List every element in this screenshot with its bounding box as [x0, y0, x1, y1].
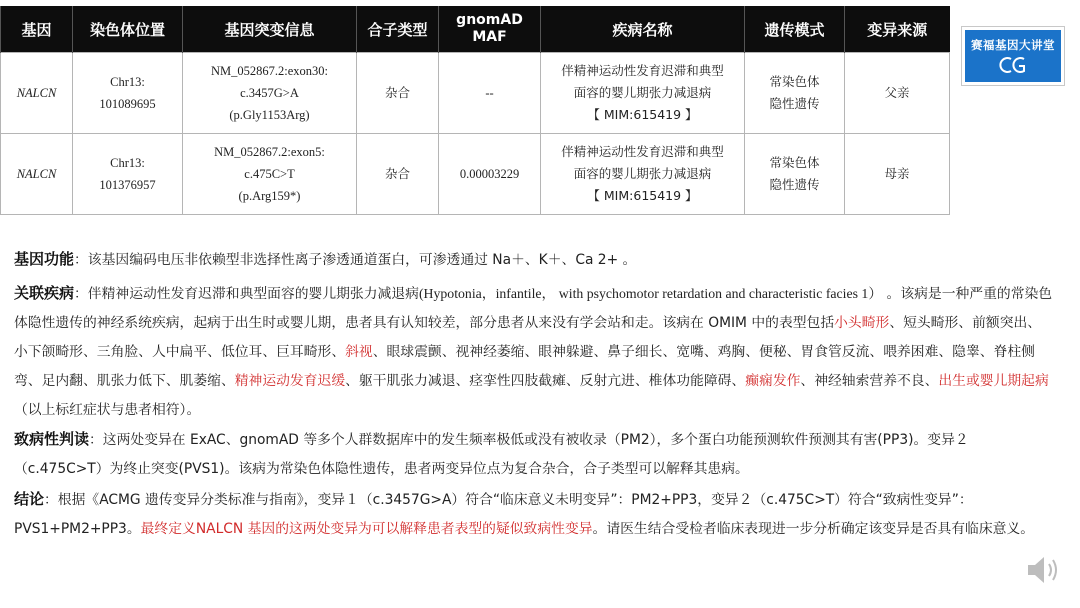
inheritance-line: 常染色体 — [769, 155, 820, 170]
header-inheritance: 遗传模式 — [745, 6, 845, 53]
cell-inheritance — [745, 53, 845, 134]
disease-line: 【 MIM:615419 】 — [587, 107, 698, 122]
disease-english-name: (Hypotonia，infantile， with psychomotor retardation and characteristic facies 1） — [418, 286, 883, 301]
cell-mutation — [183, 53, 357, 134]
header-mutation-info: 基因突变信息 — [183, 6, 357, 53]
brand-logo — [961, 26, 1065, 86]
logo-badge — [965, 30, 1061, 82]
disease-text: 、眼球震颤、视神经萎缩、眼神躲避、鼻子细长、宽嘴、鸡胸、便秘、胃食管反流、喂养困难、隐睾、脊柱侧弯、足内翻、肌张力低下、肌萎缩、 — [14, 344, 1035, 389]
mutation-line: NM_052867.2:exon30: — [210, 64, 328, 78]
conclusion-text: 。请医生结合受检者临床表现进一步分析确定该变异是否具有临床意义。 — [592, 521, 1035, 537]
mutation-line: (p.Arg159*) — [238, 189, 301, 203]
cell-maf: -- — [439, 53, 541, 134]
cell-inheritance — [745, 134, 845, 215]
conclusion-label: 结论 — [14, 490, 45, 508]
disease-text: 、短头畸形、前额突出、小下颌畸形、三角脸、人中扁平、低位耳、巨耳畸形、 — [14, 315, 1042, 360]
header-zygosity: 合子类型 — [357, 6, 439, 53]
cell-mutation — [183, 134, 357, 215]
mutation-line: c.475C>T — [244, 167, 295, 181]
disease-text: 、躯干肌张力减退、痉挛性四肢截瘫、反射亢进、椎体功能障碍、 — [345, 373, 746, 389]
gene-function-section — [14, 245, 1054, 275]
chr-line: 101089695 — [99, 97, 156, 111]
cell-gene: NALCN — [1, 53, 73, 134]
table-row — [1, 134, 950, 215]
conclusion-highlight: 最终定义NALCN 基因的这两处变异为可以解释患者表型的疑似致病性变异 — [140, 521, 593, 537]
associated-disease-section — [14, 279, 1054, 425]
header-gene: 基因 — [1, 6, 73, 53]
disease-line: 伴精神运动性发育迟滞和典型 — [561, 144, 724, 159]
cell-gene: NALCN — [1, 134, 73, 215]
chr-line: Chr13: — [110, 156, 145, 170]
conclusion-text: ：根据《ACMG 遗传变异分类标准与指南》，变异１（c.3457G>A）符合“临床意义未明变异”：PM2+PP3，变异２（c.475C>T）符合“致病性变异”：PVS1+PM2+PP3。 — [14, 492, 973, 537]
disease-text: ：伴精神运动性发育迟滞和典型面容的婴儿期张力减退病 — [74, 286, 419, 302]
disease-text: 。该病是一种严重的常染色体隐性遗传的神经系统疾病，起病于出生时或婴儿期，患者具有认知较差，部分患者从来没有学会站和走。该病在 OMIM 中的表型包括 — [14, 286, 1053, 331]
pathogenicity-label: 致病性判读 — [14, 430, 90, 448]
matched-symptom: 精神运动发育迟缓 — [234, 373, 346, 389]
cell-zygosity: 杂合 — [357, 134, 439, 215]
mutation-line: NM_052867.2:exon5: — [214, 145, 325, 159]
cell-maf: 0.00003229 — [439, 134, 541, 215]
pathogenicity-section — [14, 425, 1054, 484]
chr-line: Chr13: — [110, 75, 145, 89]
disease-line: 【 MIM:615419 】 — [587, 188, 698, 203]
header-gnomad-maf — [439, 6, 541, 53]
mutation-line: (p.Gly1153Arg) — [229, 108, 310, 122]
header-chromosome-position: 染色体位置 — [73, 6, 183, 53]
cell-chromosome — [73, 134, 183, 215]
disease-line: 面容的婴儿期张力减退病 — [573, 85, 712, 100]
chr-line: 101376957 — [99, 178, 156, 192]
variant-table — [0, 6, 950, 215]
table-header-row — [1, 6, 950, 53]
header-variant-source: 变异来源 — [845, 6, 950, 53]
cell-zygosity: 杂合 — [357, 53, 439, 134]
header-maf: MAF — [472, 29, 507, 45]
disease-text: （以上标红症状与患者相符）。 — [14, 402, 201, 418]
matched-symptom: 出生或婴儿期起病 — [938, 373, 1049, 389]
header-disease-name: 疾病名称 — [541, 6, 745, 53]
associated-disease-label: 关联疾病 — [14, 284, 75, 302]
table-row — [1, 53, 950, 134]
matched-symptom: 斜视 — [345, 344, 373, 360]
cell-chromosome — [73, 53, 183, 134]
inheritance-line: 隐性遗传 — [769, 177, 820, 192]
inheritance-line: 隐性遗传 — [769, 96, 820, 111]
logo-mark-icon — [996, 55, 1030, 75]
gene-function-label: 基因功能 — [14, 250, 75, 268]
speaker-icon[interactable] — [1024, 551, 1064, 589]
header-gnomad: gnomAD — [456, 12, 523, 28]
cell-source: 父亲 — [845, 53, 950, 134]
gene-function-text: ：该基因编码电压非依赖型非选择性离子渗透通道蛋白，可渗透通过 Na＋、K＋、Ca 2+ 。 — [74, 252, 637, 268]
disease-line: 伴精神运动性发育迟滞和典型 — [561, 63, 724, 78]
disease-line: 面容的婴儿期张力减退病 — [573, 166, 712, 181]
conclusion-section — [14, 485, 1054, 544]
matched-symptom: 小头畸形 — [834, 315, 890, 331]
logo-text: 赛福基因大讲堂 — [971, 38, 1055, 52]
inheritance-line: 常染色体 — [769, 74, 820, 89]
cell-disease — [541, 134, 745, 215]
pathogenicity-text: ：这两处变异在 ExAC、gnomAD 等多个人群数据库中的发生频率极低或没有被收录（PM2），多个蛋白功能预测软件预测其有害(PP3)。变异２（c.475C>T）为终止突变(PVS1)。该病为常染色体隐性遗传，患者两变异位点为复合杂合，合子类型可以解释其患病。 — [14, 432, 969, 477]
matched-symptom: 癫痫发作 — [745, 373, 801, 389]
disease-text: 、神经轴索营养不良、 — [800, 373, 939, 389]
cell-source: 母亲 — [845, 134, 950, 215]
cell-disease — [541, 53, 745, 134]
mutation-line: c.3457G>A — [240, 86, 299, 100]
